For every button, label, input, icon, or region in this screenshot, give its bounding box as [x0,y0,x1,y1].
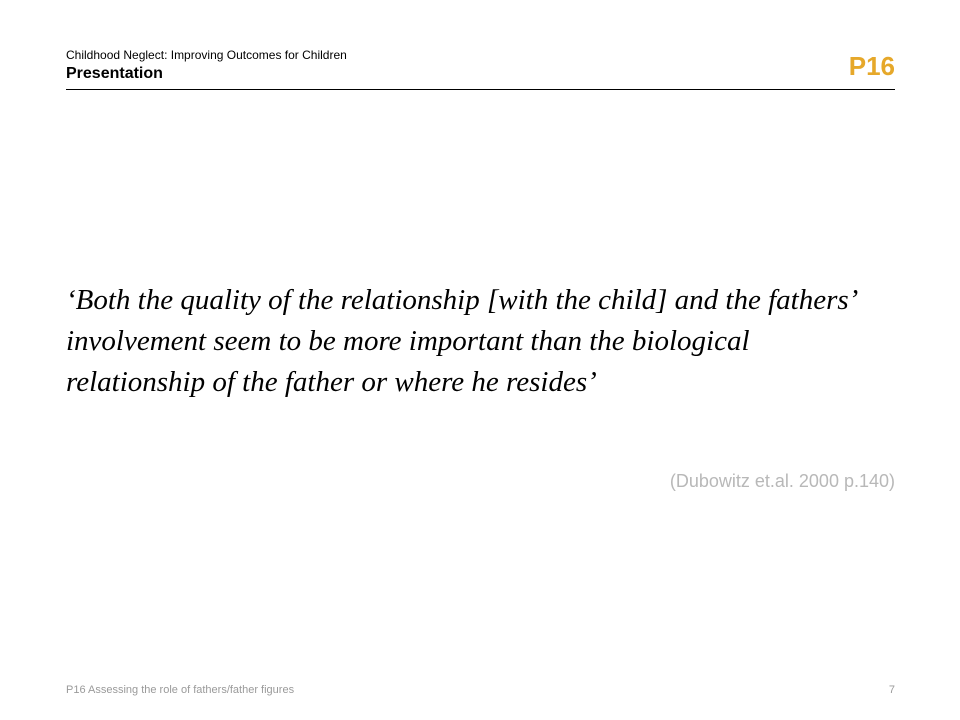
footer-caption: P16 Assessing the role of fathers/father figures [66,684,295,696]
document-title: Presentation [66,65,163,82]
slide-header [66,48,895,90]
quote-text: ‘Both the quality of the relationship [with the child] and the fathers’ involvement seem to be more important than the biological relationship of the father or where he resides’ [66,284,856,398]
header-divider [66,89,895,90]
module-code: P16 [848,51,895,81]
quote-citation: (Dubowitz et.al. 2000 p.140) [669,471,895,491]
document-subtitle: Childhood Neglect: Improving Outcomes for Children [66,48,347,62]
page-number: 7 [888,684,895,696]
